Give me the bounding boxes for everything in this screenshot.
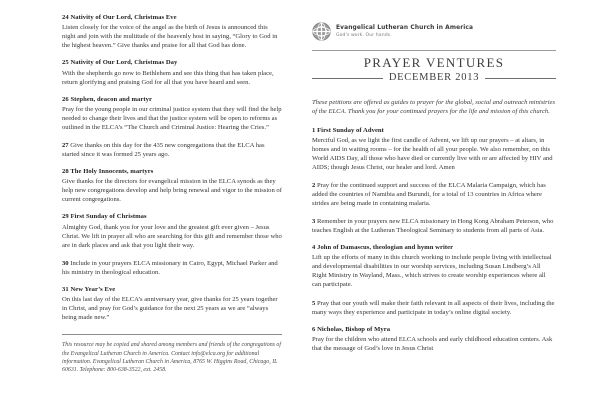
prayer-entry bbox=[312, 326, 556, 353]
entry-heading: 24 Nativity of Our Lord, Christmas Eve bbox=[62, 14, 177, 21]
entry-heading: 1 First Sunday of Advent bbox=[312, 126, 384, 134]
prayer-entry bbox=[62, 259, 282, 277]
footer-divider bbox=[62, 334, 282, 335]
entry-body: Pray for the children who attend ELCA schools and early childhood education centers. Ask that the message of God’s love in Jesus Christ bbox=[312, 335, 553, 352]
prayer-entry bbox=[312, 181, 556, 208]
entry-body: Lift up the efforts of many in this church working to include people living with intellectual and developmental disabilities in our worship services, including Susan Lindberg’s All Right Ministry in Wayland, Mass., which strives to create worship experiences where all can participate. bbox=[312, 254, 552, 289]
entry-body bbox=[62, 141, 282, 159]
entry-body-text: Remember in your prayers new ELCA missionary in Hong Kong Abraham Peterson, who teaches English at the Lutheran Theological Seminary to students from all parts of Asia. bbox=[312, 218, 554, 235]
entry-heading: 4 John of Damascus, theologian and hymn writer bbox=[312, 244, 454, 252]
entry-heading: 26 Stephen, deacon and martyr bbox=[62, 95, 153, 103]
entry-heading: 25 Nativity of Our Lord, Christmas Day bbox=[62, 59, 178, 67]
entry-body-text: Pray for the continued support and success of the ELCA Malaria Campaign, which has added the countries of Namibia and Burundi, for a total of 13 countries in Africa where strides are being made in containing malaria. bbox=[312, 181, 546, 208]
entry-heading: 28 The Holy Innocents, martyrs bbox=[62, 168, 154, 176]
entry-body: With the shepherds go now to Bethlehem and see this thing that has taken place, return glorifying and praising God for all that you have heard and seen. bbox=[62, 69, 274, 86]
entry-heading: 29 First Sunday of Christmas bbox=[62, 213, 147, 221]
entry-day-number: 3 bbox=[312, 218, 316, 226]
entry-body: Merciful God, as we light the first candle of Advent, we lift up our prayers – at altars, in homes and in waiting rooms – for the health of all your people. We also remember, on this World AIDS Day, all those who have died or currently live with or are affected by HIV and AIDS; though Jesus Christ, our healer and lord. Amen bbox=[312, 136, 553, 171]
page-subtitle: DECEMBER 2013 bbox=[388, 72, 480, 84]
subtitle-rule-right bbox=[485, 78, 556, 79]
prayer-entry bbox=[312, 217, 556, 235]
entry-body bbox=[62, 259, 282, 277]
prayer-entry bbox=[62, 141, 282, 159]
entry-heading: 31 New Year’s Eve bbox=[62, 285, 116, 293]
prayer-entry bbox=[312, 244, 556, 289]
prayer-entry bbox=[62, 286, 282, 322]
prayer-entry bbox=[62, 213, 282, 249]
organization-name: Evangelical Lutheran Church in America bbox=[336, 24, 474, 31]
entry-day-number: 5 bbox=[312, 299, 316, 307]
entry-body: Almighty God, thank you for your love and the greatest gift ever given – Jesus Christ. We lift in prayer all who are searching for this gift and remember those who are in dark places and ask that you light their way. bbox=[62, 223, 282, 249]
prayer-entry bbox=[312, 299, 556, 317]
entry-body bbox=[312, 299, 556, 317]
entry-heading: 6 Nicholas, Bishop of Myra bbox=[312, 325, 391, 333]
subtitle-row bbox=[312, 72, 556, 84]
intro-paragraph: These petitions are offered as guides to prayer for the global, social and outreach ministries of the ELCA. Thank you for your continued prayers for the life and mission of this church. bbox=[312, 98, 556, 116]
entry-body-text: Include in your prayers ELCA missionary in Cairo, Egypt, Michael Parker and his ministry in theological education. bbox=[62, 259, 278, 276]
entry-day-number: 30 bbox=[62, 259, 69, 267]
entry-day-number: 2 bbox=[312, 181, 316, 189]
organization-tagline: God's work. Our hands. bbox=[336, 33, 392, 38]
entry-day-number: 27 bbox=[62, 142, 69, 150]
entry-body bbox=[312, 217, 556, 235]
copyright-footer: This resource may be copied and shared among members and friends of the congregations of the Evangelical Lutheran Church in America. Contact info@elca.org for additional information. Evangelical Lutheran Church in America, 8765 W. Higgins Road, Chicago, IL 60631. Telephone: 800-638-3522, ext. 2458. bbox=[62, 342, 282, 374]
entry-body: Pray for the young people in our criminal justice system that they will find the help needed to change their lives and that the justice system will be open to reforms as outlined in the ELCA’s “The Church and Criminal Justice: Hearing the Cries.” bbox=[62, 105, 282, 132]
prayer-entry bbox=[62, 96, 282, 132]
entry-body-text: Give thanks on this day for the 435 new congregations that the ELCA has started since it was formed 25 years ago. bbox=[62, 142, 265, 159]
prayer-entry bbox=[62, 59, 282, 86]
prayer-entry bbox=[312, 127, 556, 172]
entry-body: On this last day of the ELCA’s anniversary year, give thanks for 25 years together in Christ, and pray for God’s guidance for the next 25 years as we are “always being made new.” bbox=[62, 296, 278, 322]
prayer-entry bbox=[62, 168, 282, 204]
title-top-rule bbox=[312, 50, 556, 51]
page-title: PRAYER VENTURES bbox=[363, 55, 505, 70]
right-column bbox=[300, 0, 600, 400]
title-block bbox=[312, 50, 556, 84]
prayer-entry bbox=[62, 14, 282, 50]
entry-body-text: Pray that our youth will make their faith relevant in all aspects of their lives, including the many ways they experience and participate in today’s online digital society. bbox=[312, 299, 555, 316]
subtitle-rule-left bbox=[312, 78, 383, 79]
logo-wordmark bbox=[336, 25, 473, 39]
masthead bbox=[312, 22, 556, 41]
elca-cross-globe-icon bbox=[312, 22, 331, 41]
entry-body: Give thanks for the directors for evangelical mission in the ELCA synods as they help new congregations develop and help bring renewal and vigor to the mission of current congregations. bbox=[62, 178, 282, 204]
entry-body bbox=[312, 181, 556, 208]
entry-body: Listen closely for the voice of the angel as the birth of Jesus is announced this night and join with the multitude of the heavenly host in saying, “Glory to God in the highest heaven.” Give thanks and praise for all that God has done. bbox=[62, 24, 278, 50]
